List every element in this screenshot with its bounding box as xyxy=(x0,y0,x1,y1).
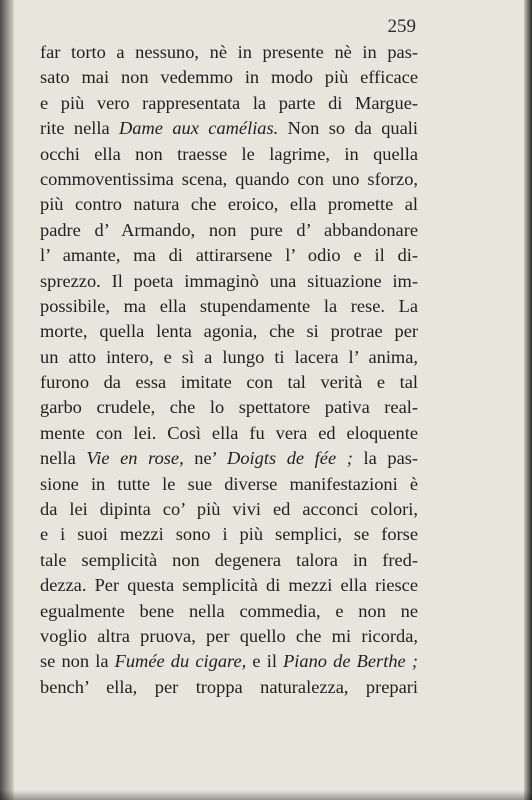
page-bottom-shadow xyxy=(0,790,532,800)
text-line xyxy=(40,345,418,370)
text-line xyxy=(40,319,418,344)
text-line xyxy=(40,548,418,573)
text-run: mente con lei. Così ella fu vera ed eloquente xyxy=(40,422,418,443)
text-line xyxy=(40,370,418,395)
text-line xyxy=(40,192,418,217)
italic-title: Piano de Berthe ; xyxy=(283,651,418,672)
text-run: più contro natura che eroico, ella promette al xyxy=(40,194,418,215)
page-gutter-shadow xyxy=(0,0,14,800)
italic-title: Dame aux camélias. xyxy=(119,118,279,139)
text-run: la pas- xyxy=(352,448,419,469)
text-run: se non la xyxy=(40,651,115,672)
text-line xyxy=(40,675,418,700)
text-run: possibile, ma ella stupendamente la rese. La xyxy=(40,295,418,316)
text-run: egualmente bene nella commedia, e non ne xyxy=(40,600,418,621)
text-run: occhi ella non traesse le lagrime, in quella xyxy=(40,143,418,164)
text-run: bench’ ella, per troppa naturalezza, prepari xyxy=(40,676,418,697)
text-line xyxy=(40,243,418,268)
text-run: sato mai non vedemmo in modo più efficace xyxy=(40,67,418,88)
text-line xyxy=(40,421,418,446)
text-run: Non so da quali xyxy=(278,118,418,139)
text-run: nella xyxy=(40,448,87,469)
text-run: e i suoi mezzi sono i più semplici, se forse xyxy=(40,524,418,545)
text-run: sione in tutte le sue diverse manifestazioni è xyxy=(40,473,418,494)
text-line xyxy=(40,599,418,624)
text-run: da lei dipinta co’ più vivi ed acconci colori, xyxy=(40,499,418,520)
text-line xyxy=(40,446,418,471)
text-run: furono da essa imitate con tal verità e tal xyxy=(40,372,418,393)
italic-title: Vie en rose, xyxy=(86,448,184,469)
text-run: l’ amante, ma di attirarsene l’ odio e il di- xyxy=(40,245,418,266)
text-run: e il xyxy=(246,651,284,672)
text-run: padre d’ Armando, non pure d’ abbandonare xyxy=(40,219,418,240)
text-line xyxy=(40,294,418,319)
text-run: garbo crudele, che lo spettatore pativa real- xyxy=(40,397,418,418)
text-line xyxy=(40,65,418,90)
text-line xyxy=(40,116,418,141)
italic-title: Fumée du cigare, xyxy=(114,651,247,672)
text-line xyxy=(40,624,418,649)
text-line xyxy=(40,472,418,497)
text-line xyxy=(40,40,418,65)
text-line xyxy=(40,573,418,598)
text-run: far torto a nessuno, nè in presente nè in pas- xyxy=(40,42,418,62)
text-line xyxy=(40,142,418,167)
body-text xyxy=(40,40,418,700)
text-line xyxy=(40,395,418,420)
text-line xyxy=(40,522,418,547)
text-run: dezza. Per questa semplicità di mezzi ella riesce xyxy=(40,575,418,596)
page-number: 259 xyxy=(387,16,416,37)
text-run: morte, quella lenta agonia, che si protrae per xyxy=(40,321,418,342)
text-line xyxy=(40,269,418,294)
text-run: e più vero rappresentata la parte di Margue- xyxy=(40,92,418,113)
text-run: voglio altra pruova, per quello che mi ricorda, xyxy=(40,625,418,646)
text-line xyxy=(40,497,418,522)
text-run: sprezzo. Il poeta immaginò una situazione im- xyxy=(40,270,418,291)
page-right-edge xyxy=(524,0,532,800)
italic-title: Doigts de fée ; xyxy=(227,448,353,469)
text-run: rite nella xyxy=(40,118,120,139)
text-line xyxy=(40,649,418,674)
text-line xyxy=(40,91,418,116)
text-run: ne’ xyxy=(183,448,228,469)
text-line xyxy=(40,218,418,243)
text-run: commoventissima scena, quando con uno sforzo, xyxy=(40,168,418,189)
text-line xyxy=(40,167,418,192)
text-run: tale semplicità non degenera talora in fred- xyxy=(40,549,418,570)
text-run: un atto intero, e sì a lungo ti lacera l’ anima, xyxy=(40,346,418,367)
